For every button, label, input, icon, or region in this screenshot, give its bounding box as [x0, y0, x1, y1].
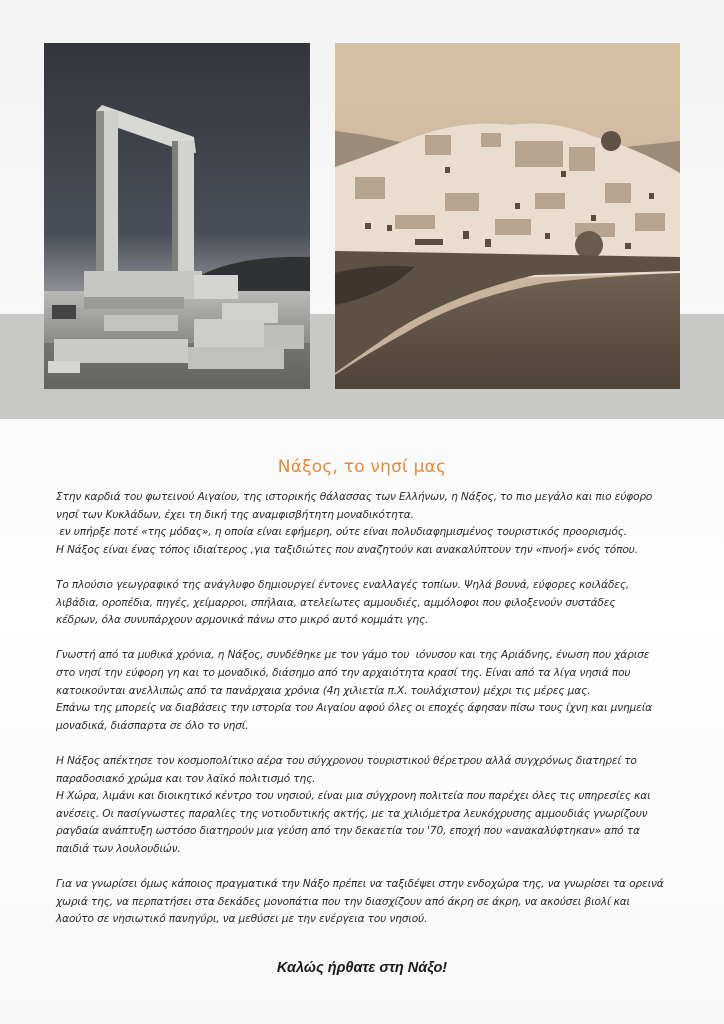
portara-photo: [44, 43, 310, 389]
text-line: ανέσεις. Οι πασίγνωστες παραλίες της νοτιοδυτικής ακτής, με τα χιλιόμετρα λευκόχρυσης αμμουδιάς γνωρίζουν: [56, 807, 648, 820]
text-line: στο νησί την εύφορη γη και το μοναδικό, διάσημο από την αρχαιότητα κρασί της. Είναι από τα λίγα νησιά που: [56, 666, 631, 679]
text-line: παραδοσιακό χρώμα και τον λαϊκό πολιτισμό της.: [56, 772, 316, 785]
paragraph-tourism: [56, 753, 696, 859]
text-line: Η Νάξος είναι ένας τόπος ιδιαίτερος ,για ταξιδιώτες που αναζητούν και ανακαλύπτουν την «πνοή» ενός τόπου.: [56, 543, 638, 556]
text-line: εν υπήρξε ποτέ «της μόδας», η οποία είναι εφήμερη, ούτε είναι πολυδιαφημισμένος τουριστικός προορισμός.: [56, 526, 627, 539]
text-line: μοναδικά, διάσπαρτα σε όλο το νησί.: [56, 719, 249, 732]
text-line: λιβάδια, οροπέδια, πηγές, χείμαρροι, σπήλαια, ατελείωτες αμμουδιές, αμμόλοφοι που φιλοξενούν συστάδες: [56, 596, 616, 609]
text-line: Στην καρδιά του φωτεινού Αιγαίου, της ιστορικής θάλασσας των Ελλήνων, η Νάξος, το πιο μεγάλο και πιο εύφορο: [56, 491, 653, 503]
text-line: Η Νάξος απέκτησε τον κοσμοπολίτικο αέρα του σύγχρονου τουριστικού θέρετρου αλλά συγχρόνως διατηρεί το: [56, 754, 637, 767]
text-line: Για να γνωρίσει όμως κάποιος πραγματικά την Νάξο πρέπει να ταξιδέψει στην ενδοχώρα της, να γνωρίσει τα ορεινά: [56, 878, 664, 891]
paragraph-history: [56, 647, 696, 735]
paragraph-geography: [56, 577, 696, 630]
text-line: Γνωστή από τα μυθικά χρόνια, η Νάξος, συνδέθηκε με τον γάμο του ιόνυσου και της Αριάδνης, ένωση που χάρισε: [56, 649, 650, 662]
welcome-closing: Καλώς ήρθατε στη Νάξο!: [276, 960, 448, 976]
text-line: νησί των Κυκλάδων, έχει τη δική της αναμφισβήτητη μοναδικότητα.: [56, 508, 414, 521]
paragraph-interior: [56, 876, 696, 929]
paragraph-intro: [56, 489, 696, 559]
article-body: [56, 489, 696, 946]
text-line: Επάνω της μπορείς να διαβάσεις την ιστορία του Αιγαίου αφού όλες οι εποχές άφησαν πίσω τους ίχνη και μνημεία: [56, 702, 652, 715]
text-line: Η Χώρα, λιμάνι και διοικητικό κέντρο του νησιού, είναι μια σύγχρονη πολιτεία που παρέχει όλες τις υπηρεσίες και: [56, 790, 651, 803]
naxos-chora-photo: [335, 43, 680, 389]
portara-temple-gate-icon: [44, 43, 310, 389]
naxos-chora-town-icon: [335, 43, 680, 389]
text-line: χωριά της, να περπατήσει στα δεκάδες μονοπάτια που την διασχίζουν από άκρη σε άκρη, να ακούσει βιολί και: [56, 895, 630, 908]
text-line: κέδρων, όλα συνυπάρχουν αρμονικά πάνω στο μικρό αυτό κομμάτι γης.: [56, 614, 429, 627]
text-line: παιδιά των λουλουδιών.: [56, 842, 181, 855]
text-line: λαούτο σε νησιωτικό πανηγύρι, να μεθύσει με την ενέργεια του νησιού.: [56, 913, 428, 926]
text-line: κατοικούνται ανελλιπώς από τα πανάρχαια χρόνια (4η χιλιετία π.Χ. τουλάχιστον) μέχρι τις μέρες μας.: [56, 684, 591, 697]
text-line: ραγδαία ανάπτυξη ωστόσο διατηρούν μια γεύση από την δεκαετία του '70, εποχή που «ανακαλύφτηκαν» από τα: [56, 825, 640, 838]
text-line: Το πλούσιο γεωγραφικό της ανάγλυφο δημιουργεί έντονες εναλλαγές τοπίων. Ψηλά βουνά, εύφορες κοιλάδες,: [56, 578, 630, 591]
page-title: Νάξος, το νησί μας: [277, 457, 447, 477]
